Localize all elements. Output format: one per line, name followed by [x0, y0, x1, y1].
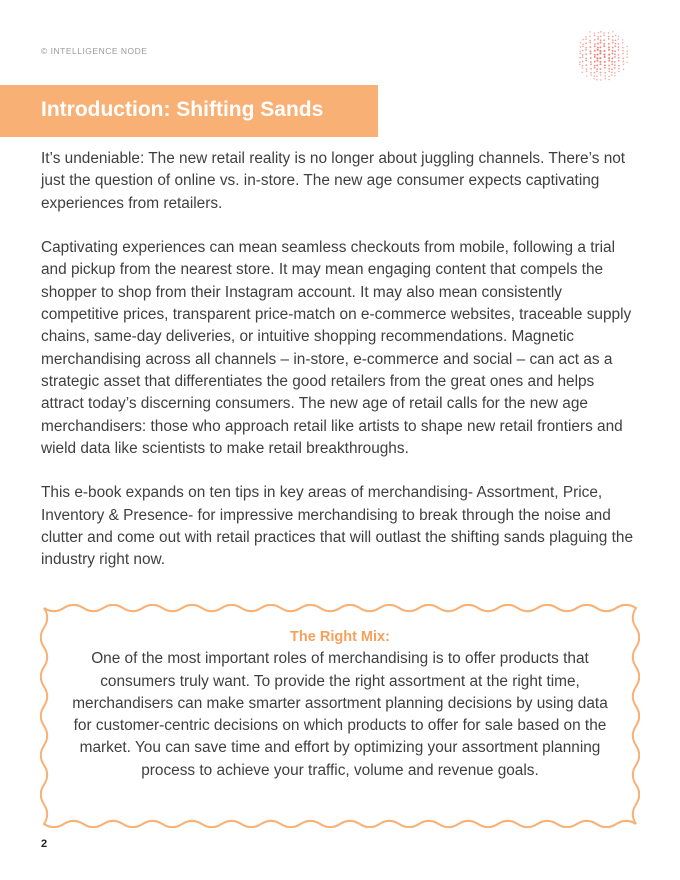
callout-text: One of the most important roles of merchandising is to offer products that consumers truly want. To provide the right assortment at the right time, merchandisers can make smarter assortment planning decisions by using data for customer-centric decisions on which products to offer for sale based on the market. You can save time and effort by optimizing your assortment planning process to achieve your traffic, volume and revenue goals.: [72, 650, 608, 779]
callout-title: The Right Mix:: [290, 629, 390, 645]
section-title: Introduction: Shifting Sands: [41, 98, 324, 121]
callout-content: [70, 626, 610, 782]
copyright-notice: © INTELLIGENCE NODE: [41, 46, 148, 56]
paragraph-ebook-overview: This e-book expands on ten tips in key areas of merchandising- Assortment, Price, Inventory & Presence- for impressive merchandising to break through the noise and clutter and come out with retail practices that will outlast the shifting sands plaguing the industry right now.: [41, 484, 634, 569]
paragraph-captivating-experiences: Captivating experiences can mean seamless checkouts from mobile, following a trial and pickup from the nearest store. It may mean engaging content that compels the shopper to shop from their Instagram account. It may also mean consistently competitive prices, transparent price-match on e-commerce websites, traceable supply chains, same-day deliveries, or intuitive shopping recommendations. Magnetic merchandising across all channels – in-store, e-commerce and social – can act as a strategic asset that differentiates the good retailers from the great ones and helps attract today’s discerning consumers. The new age of retail calls for the new age merchandisers: those who approach retail like artists to shape new retail frontiers and wield data like scientists to make retail breakthroughs.: [41, 239, 632, 457]
paragraph-intro: It’s undeniable: The new retail reality is no longer about juggling channels. There’s not just the question of online vs. in-store. The new age consumer expects captivating experiences from retailers.: [41, 150, 626, 212]
callout-box: [40, 604, 640, 828]
page-number: 2: [41, 838, 48, 850]
body-text: [41, 148, 641, 594]
dotted-circle-logo-icon: [574, 27, 630, 83]
